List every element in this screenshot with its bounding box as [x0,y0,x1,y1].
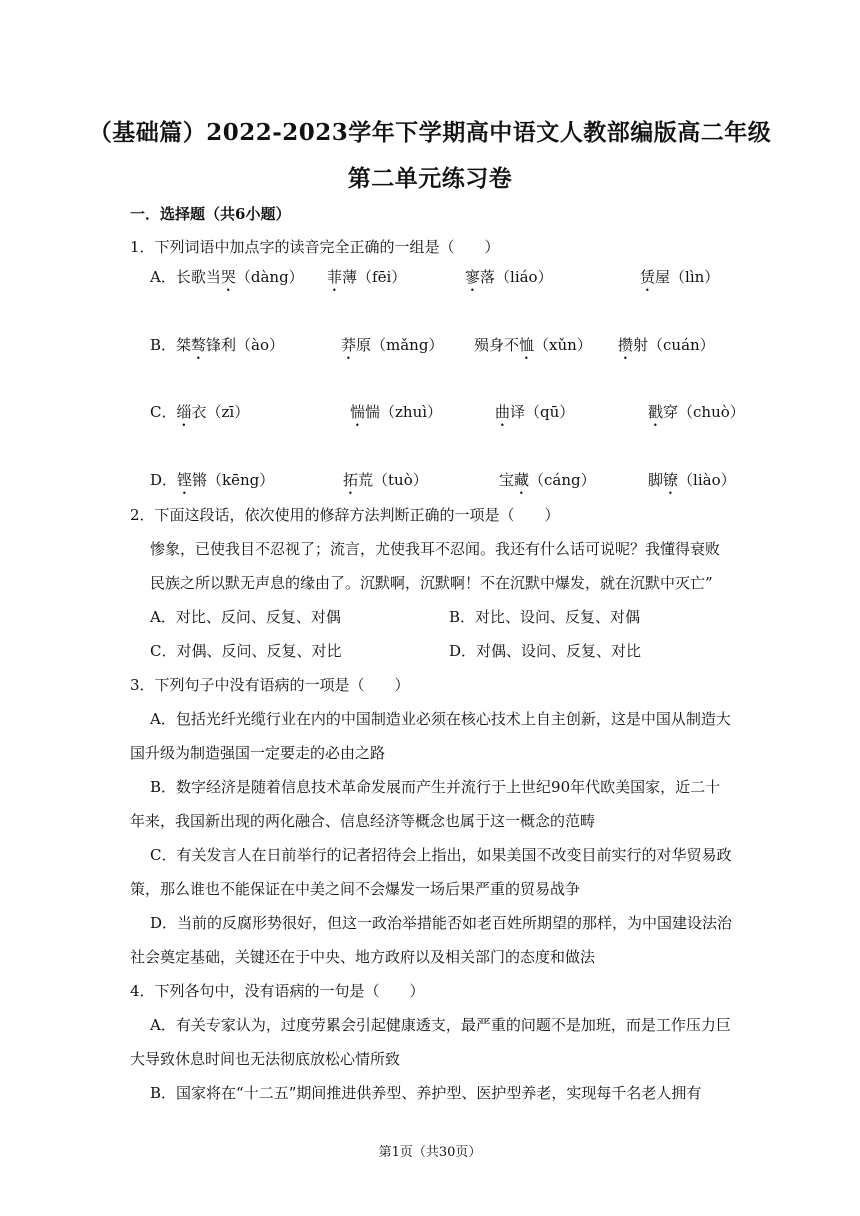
q1-a-item-4: 赁屋（lìn） [640,268,720,286]
q3-stem: 3．下列句子中没有语病的一项是（ ） [130,676,410,694]
q3-option-a-line2: 国升级为制造强国一定要走的必由之路 [130,744,386,762]
q2-option-c: C．对偶、反问、反复、对比 [150,642,342,660]
q2-passage-line1: 惨象，已使我目不忍视了；流言，尤使我耳不忍闻。我还有什么话可说呢？我懂得衰败 [150,540,721,558]
q3-option-c-line2: 策，那么谁也不能保证在中美之间不会爆发一场后果严重的贸易战争 [130,880,581,898]
q4-option-b-line1: B．国家将在“十二五”期间推进供养型、养护型、医护型养老，实现每千名老人拥有 [150,1084,702,1102]
q1-d-item-4: 脚镣（liào） [648,471,736,489]
q1-stem: 1．下列词语中加点字的读音完全正确的一组是（ ） [130,238,500,256]
page-footer: 第1页（共30页） [378,1145,482,1160]
q1-a-item-2: 菲薄（fēi） [327,268,407,286]
q3-option-b-line1: B．数字经济是随着信息技术革命发展而产生并流行于上世纪90年代欧美国家，近二十 [150,778,721,796]
q1-d-item-3: 宝藏（cáng） [499,471,596,489]
q2-stem: 2．下面这段话，依次使用的修辞方法判断正确的一项是（ ） [130,506,560,524]
q1-b-item-3: 殒身不恤（xǔn） [474,336,592,354]
q2-passage-line2: 民族之所以默无声息的缘由了。沉默啊，沉默啊！不在沉默中爆发，就在沉默中灭亡” [150,574,713,592]
q2-option-b: B．对比、设问、反复、对偶 [449,608,641,626]
q3-option-a-line1: A．包括光纤光缆行业在内的中国制造业必须在核心技术上自主创新，这是中国从制造大 [150,710,731,728]
q3-option-d-line2: 社会奠定基础，关键还在于中央、地方政府以及相关部门的态度和做法 [130,948,596,966]
q1-c-item-4: 戳穿（chuò） [648,403,745,421]
q4-option-a-line1: A．有关专家认为，过度劳累会引起健康透支，最严重的问题不是加班，而是工作压力巨 [150,1016,731,1034]
section-heading: 一．选择题（共6小题） [130,205,291,223]
document-title-line2: 第二单元练习卷 [347,165,513,192]
q1-b-item-2: 莽原（mǎng） [341,336,444,354]
q1-d-item-2: 拓荒（tuò） [343,471,428,489]
q1-c-item-3: 曲译（qū） [495,403,575,421]
q1-c-item-1: C．缁衣（zī） [150,403,250,421]
q1-c-item-2: 惴惴（zhuì） [350,403,443,421]
q1-b-item-4: 攒射（cuán） [618,336,715,354]
q2-option-a: A．对比、反问、反复、对偶 [150,608,341,626]
q2-option-d: D．对偶、设问、反复、对比 [449,642,642,660]
q1-a-item-1: A．长歌当哭（dàng） [150,268,304,286]
q3-option-b-line2: 年来，我国新出现的两化融合、信息经济等概念也属于这一概念的范畴 [130,812,596,830]
q4-option-a-line2: 大导致休息时间也无法彻底放松心情所致 [130,1050,401,1068]
q3-option-c-line1: C．有关发言人在日前举行的记者招待会上指出，如果美国不改变目前实行的对华贸易政 [150,846,732,864]
q1-b-item-1: B．桀骜锋利（ào） [150,336,285,354]
q1-a-item-3: 寥落（liáo） [465,268,553,286]
q3-option-d-line1: D．当前的反腐形势很好，但这一政治举措能否如老百姓所期望的那样，为中国建设法治 [150,914,733,932]
document-title-line1: （基础篇）2022-2023学年下学期高中语文人教部编版高二年级 [88,119,772,146]
q1-d-item-1: D．铿锵（kēng） [150,471,275,489]
q4-stem: 4．下列各句中，没有语病的一句是（ ） [130,982,425,1000]
